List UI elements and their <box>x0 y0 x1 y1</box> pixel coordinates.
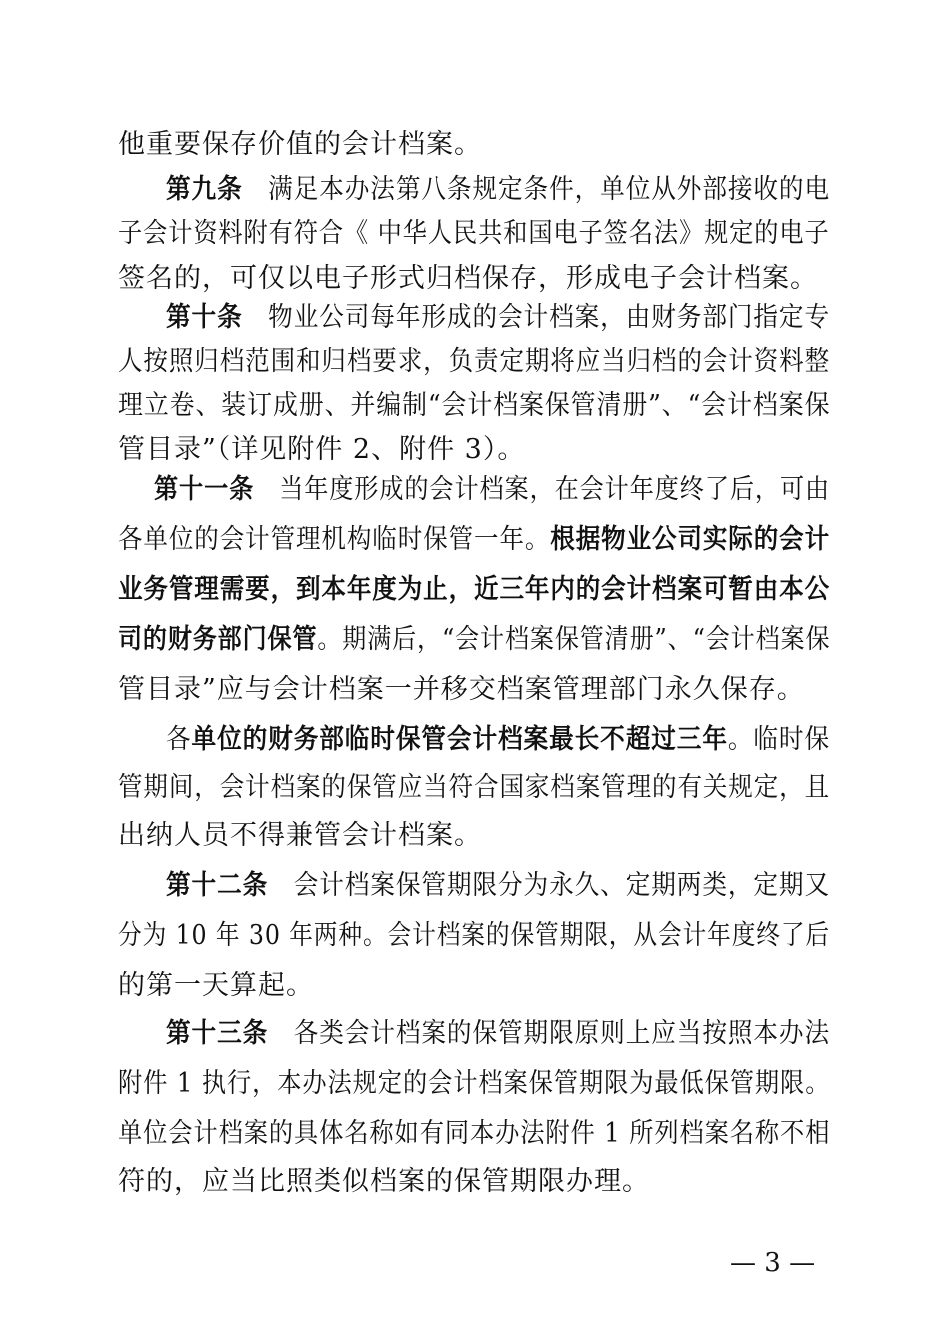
text-line <box>118 818 482 854</box>
text-span: 。临时保 <box>727 724 831 755</box>
text-line <box>166 722 830 758</box>
text-line <box>118 1116 830 1152</box>
text-span: 分为 10 年 30 年两种。会计档案的保管期限，从会计年度终了后 <box>118 920 831 951</box>
text-line <box>118 216 830 252</box>
bold-text: 第九条 <box>166 174 243 205</box>
bold-text: 第十一条 <box>154 474 255 505</box>
text-span: 物业公司每年形成的会计档案，由财务部门指定专 <box>242 302 831 333</box>
text-span: 各 <box>166 724 192 755</box>
text-line <box>118 388 830 424</box>
page-number: — 3 — <box>730 1248 816 1278</box>
text-span: 各类会计档案的保管期限原则上应当按照本办法 <box>268 1018 831 1049</box>
text-line <box>118 672 805 708</box>
text-line <box>166 300 830 336</box>
text-line <box>118 1164 650 1200</box>
text-line <box>166 1016 830 1052</box>
text-line <box>118 522 830 558</box>
text-span: 当年度形成的会计档案，在会计年度终了后，可由 <box>254 474 831 505</box>
text-span: 满足本办法第八条规定条件，单位从外部接收的电 <box>242 174 831 205</box>
text-line <box>118 968 314 1004</box>
bold-text: 第十二条 <box>166 870 269 901</box>
text-line <box>118 432 525 468</box>
text-span: 会计档案保管期限分为永久、定期两类，定期又 <box>268 870 831 901</box>
text-span: 他重要保存价值的会计档案。 <box>118 129 482 160</box>
text-line <box>118 261 818 297</box>
text-line <box>118 344 830 380</box>
text-line <box>118 918 830 954</box>
text-line <box>118 770 830 806</box>
text-span: 出纳人员不得兼管会计档案。 <box>118 820 482 851</box>
bold-text: 第十三条 <box>166 1018 269 1049</box>
text-line <box>118 127 482 163</box>
text-span: 签名的，可仅以电子形式归档保存，形成电子会计档案。 <box>118 263 818 294</box>
text-span: 的第一天算起。 <box>118 970 314 1001</box>
text-line <box>118 622 830 658</box>
text-line <box>166 172 830 208</box>
text-span: 符的，应当比照类似档案的保管期限办理。 <box>118 1166 650 1197</box>
text-line <box>166 868 830 904</box>
text-span: 子会计资料附有符合《 中华人民共和国电子签名法》规定的电子 <box>118 218 830 249</box>
text-span: 。期满后，“会计档案保管清册”、“会计档案保 <box>317 624 831 655</box>
bold-text: 单位的财务部临时保管会计档案最长不超过三年 <box>191 724 728 755</box>
text-span: 单位会计档案的具体名称如有同本办法附件 1 所列档案名称不相 <box>118 1118 831 1149</box>
bold-text: 第十条 <box>166 302 243 333</box>
text-span: 附件 1 执行，本办法规定的会计档案保管期限为最低保管期限。 <box>118 1068 831 1099</box>
text-span: 管目录”应与会计档案一并移交档案管理部门永久保存。 <box>118 674 805 705</box>
text-span: 管期间，会计档案的保管应当符合国家档案管理的有关规定，且 <box>118 772 831 803</box>
text-line <box>118 572 830 608</box>
text-line <box>154 472 830 508</box>
text-span: 人按照归档范围和归档要求，负责定期将应当归档的会计资料整 <box>118 346 831 377</box>
text-span: 各单位的会计管理机构临时保管一年。 <box>118 524 551 555</box>
bold-text: 司的财务部门保管 <box>118 624 318 655</box>
text-span: 理立卷、装订成册、并编制“会计档案保管清册”、“会计档案保 <box>118 390 831 421</box>
bold-text: 业务管理需要，到本年度为止，近三年内的会计档案可暂由本公 <box>118 574 831 605</box>
bold-text: 根据物业公司实际的会计 <box>550 524 831 555</box>
text-span: 管目录”（详见附件 2、附件 3）。 <box>118 434 526 465</box>
text-line <box>118 1066 830 1102</box>
